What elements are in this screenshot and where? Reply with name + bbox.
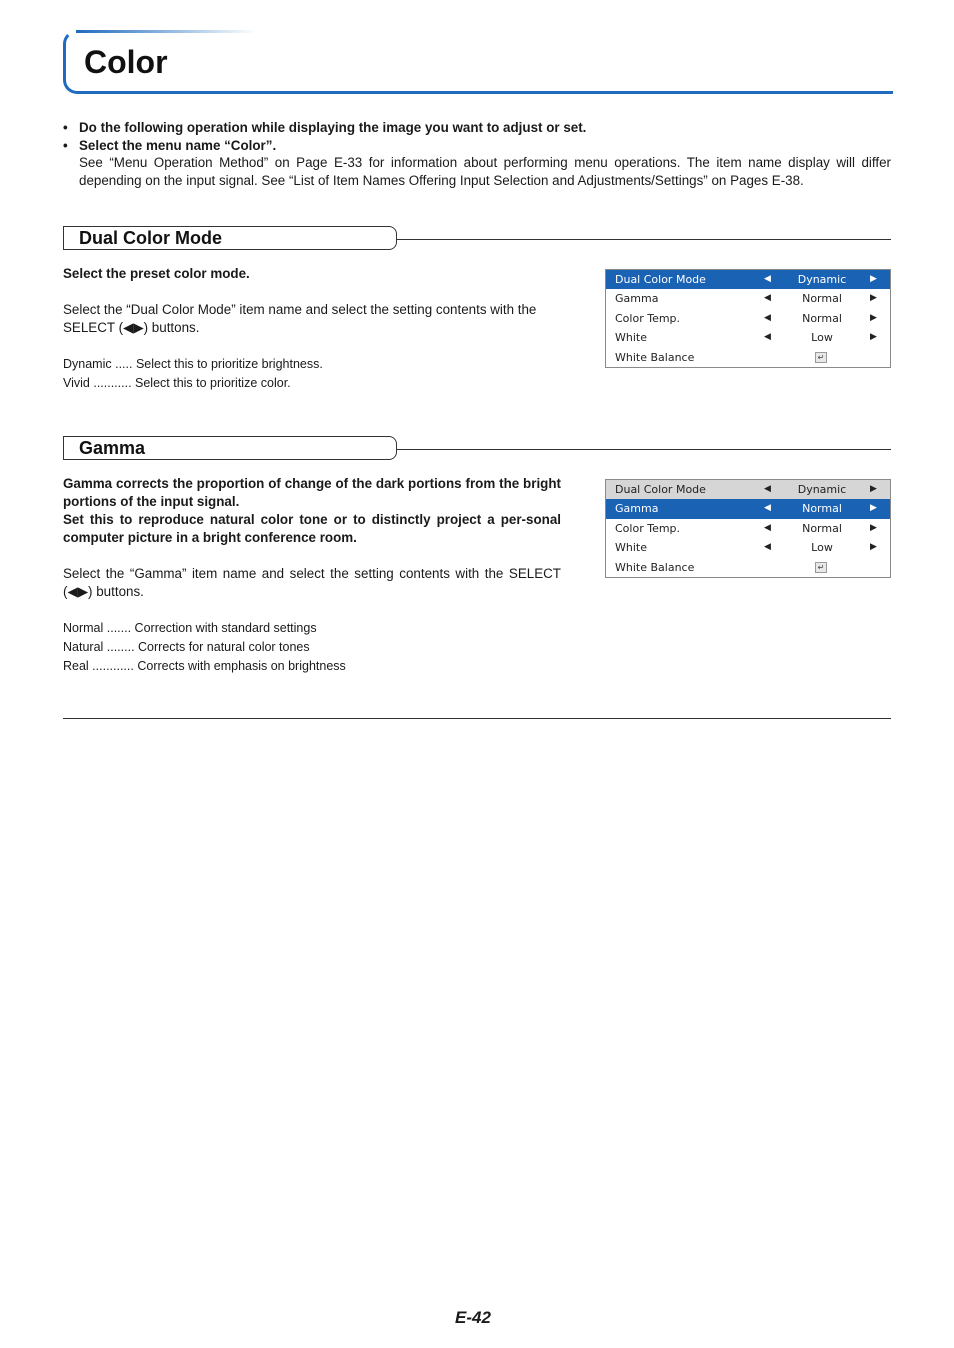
intro-bullet-1 xyxy=(63,119,891,137)
intro-description: See “Menu Operation Method” on Page E-33 for information about performing menu operations. The item name display will differ depending on the input signal. See “List of Item Names Offering Input Selection and Adjustments/Settings” on Pages E-38. xyxy=(79,155,891,188)
left-arrow-icon[interactable]: ◀ xyxy=(764,274,771,284)
list-item: Real ............ Corrects with emphasis on brightness xyxy=(63,659,346,673)
intro-bullet-2 xyxy=(63,137,891,155)
menu-row-white[interactable]: White ◀ Low ▶ xyxy=(606,538,890,557)
menu-row-gamma[interactable]: Gamma ◀ Normal ▶ xyxy=(606,499,890,518)
list-item: Dynamic ..... Select this to prioritize brightness. xyxy=(63,357,323,371)
menu-row-dual-color-mode[interactable]: Dual Color Mode ◀ Dynamic ▶ xyxy=(606,480,890,499)
intro-line-2: Select the menu name “Color”. xyxy=(79,137,277,153)
right-arrow-icon[interactable]: ▶ xyxy=(870,542,877,553)
left-arrow-icon[interactable]: ◀ xyxy=(764,522,771,533)
menu-row-color-temp[interactable]: Color Temp. ◀ Normal ▶ xyxy=(606,519,890,538)
left-arrow-icon[interactable]: ◀ xyxy=(764,312,771,323)
section-rule xyxy=(397,449,891,450)
bullet-icon: • xyxy=(63,120,68,135)
section-heading-label: Gamma xyxy=(79,438,146,458)
option-list xyxy=(63,355,561,393)
right-arrow-icon[interactable]: ▶ xyxy=(870,503,877,514)
bullet-icon: • xyxy=(63,137,68,153)
menu-row-white[interactable]: White ◀ Low ▶ xyxy=(606,328,890,347)
menu-row-gamma[interactable]: Gamma ◀ Normal ▶ xyxy=(606,289,890,308)
left-arrow-icon[interactable]: ◀ xyxy=(764,293,771,304)
section-heading-dual-color-mode xyxy=(63,226,397,250)
list-item: Vivid ........... Select this to prioritize color. xyxy=(63,376,291,390)
right-arrow-icon[interactable]: ▶ xyxy=(870,274,877,284)
lead-text-1: Gamma corrects the proportion of change of the dark portions from the bright portions of the input signal. xyxy=(63,476,561,509)
menu-row-dual-color-mode[interactable]: Dual Color Mode ◀ Dynamic ▶ xyxy=(606,270,890,289)
gamma-text xyxy=(63,475,561,676)
section-end-rule xyxy=(63,718,891,719)
right-arrow-icon[interactable]: ▶ xyxy=(870,484,877,494)
lead-text-2: Set this to reproduce natural color tone or to distinctly project a per-sonal computer picture in a bright conference room. xyxy=(63,512,561,545)
right-arrow-icon[interactable]: ▶ xyxy=(870,522,877,533)
section-rule xyxy=(397,239,891,240)
page-number: E-42 xyxy=(455,1308,491,1327)
list-item: Normal ....... Correction with standard settings xyxy=(63,621,317,635)
right-arrow-icon[interactable]: ▶ xyxy=(870,312,877,323)
osd-menu-gamma xyxy=(605,479,891,578)
right-arrow-icon[interactable]: ▶ xyxy=(870,293,877,304)
menu-row-white-balance[interactable]: White Balance ↵ xyxy=(606,558,890,577)
left-arrow-icon[interactable]: ◀ xyxy=(764,484,771,494)
left-arrow-icon[interactable]: ◀ xyxy=(764,542,771,553)
osd-menu-dual-color-mode xyxy=(605,269,891,368)
intro-line-1: Do the following operation while displaying the image you want to adjust or set. xyxy=(79,120,587,135)
menu-row-white-balance[interactable]: White Balance ↵ xyxy=(606,348,890,367)
left-arrow-icon[interactable]: ◀ xyxy=(764,503,771,514)
enter-icon[interactable]: ↵ xyxy=(815,562,827,573)
menu-row-color-temp[interactable]: Color Temp. ◀ Normal ▶ xyxy=(606,309,890,328)
intro-instructions xyxy=(63,119,891,189)
page-title: Color xyxy=(84,44,168,80)
right-arrow-icon[interactable]: ▶ xyxy=(870,332,877,343)
title-frame xyxy=(63,30,893,94)
lead-text: Select the preset color mode. xyxy=(63,266,250,281)
enter-icon[interactable]: ↵ xyxy=(815,352,827,363)
list-item: Natural ........ Corrects for natural color tones xyxy=(63,640,310,654)
instruction-text: Select the “Gamma” item name and select the setting contents with the SELECT (◀▶) buttons. xyxy=(63,566,561,599)
title-accent-line xyxy=(76,30,256,33)
left-arrow-icon[interactable]: ◀ xyxy=(764,332,771,343)
section-heading-label: Dual Color Mode xyxy=(79,228,222,248)
instruction-text: Select the “Dual Color Mode” item name and select the setting contents with the SELECT (◀▶) buttons. xyxy=(63,302,537,335)
dual-color-mode-text xyxy=(63,265,561,393)
section-heading-gamma xyxy=(63,436,397,460)
option-list xyxy=(63,619,561,676)
